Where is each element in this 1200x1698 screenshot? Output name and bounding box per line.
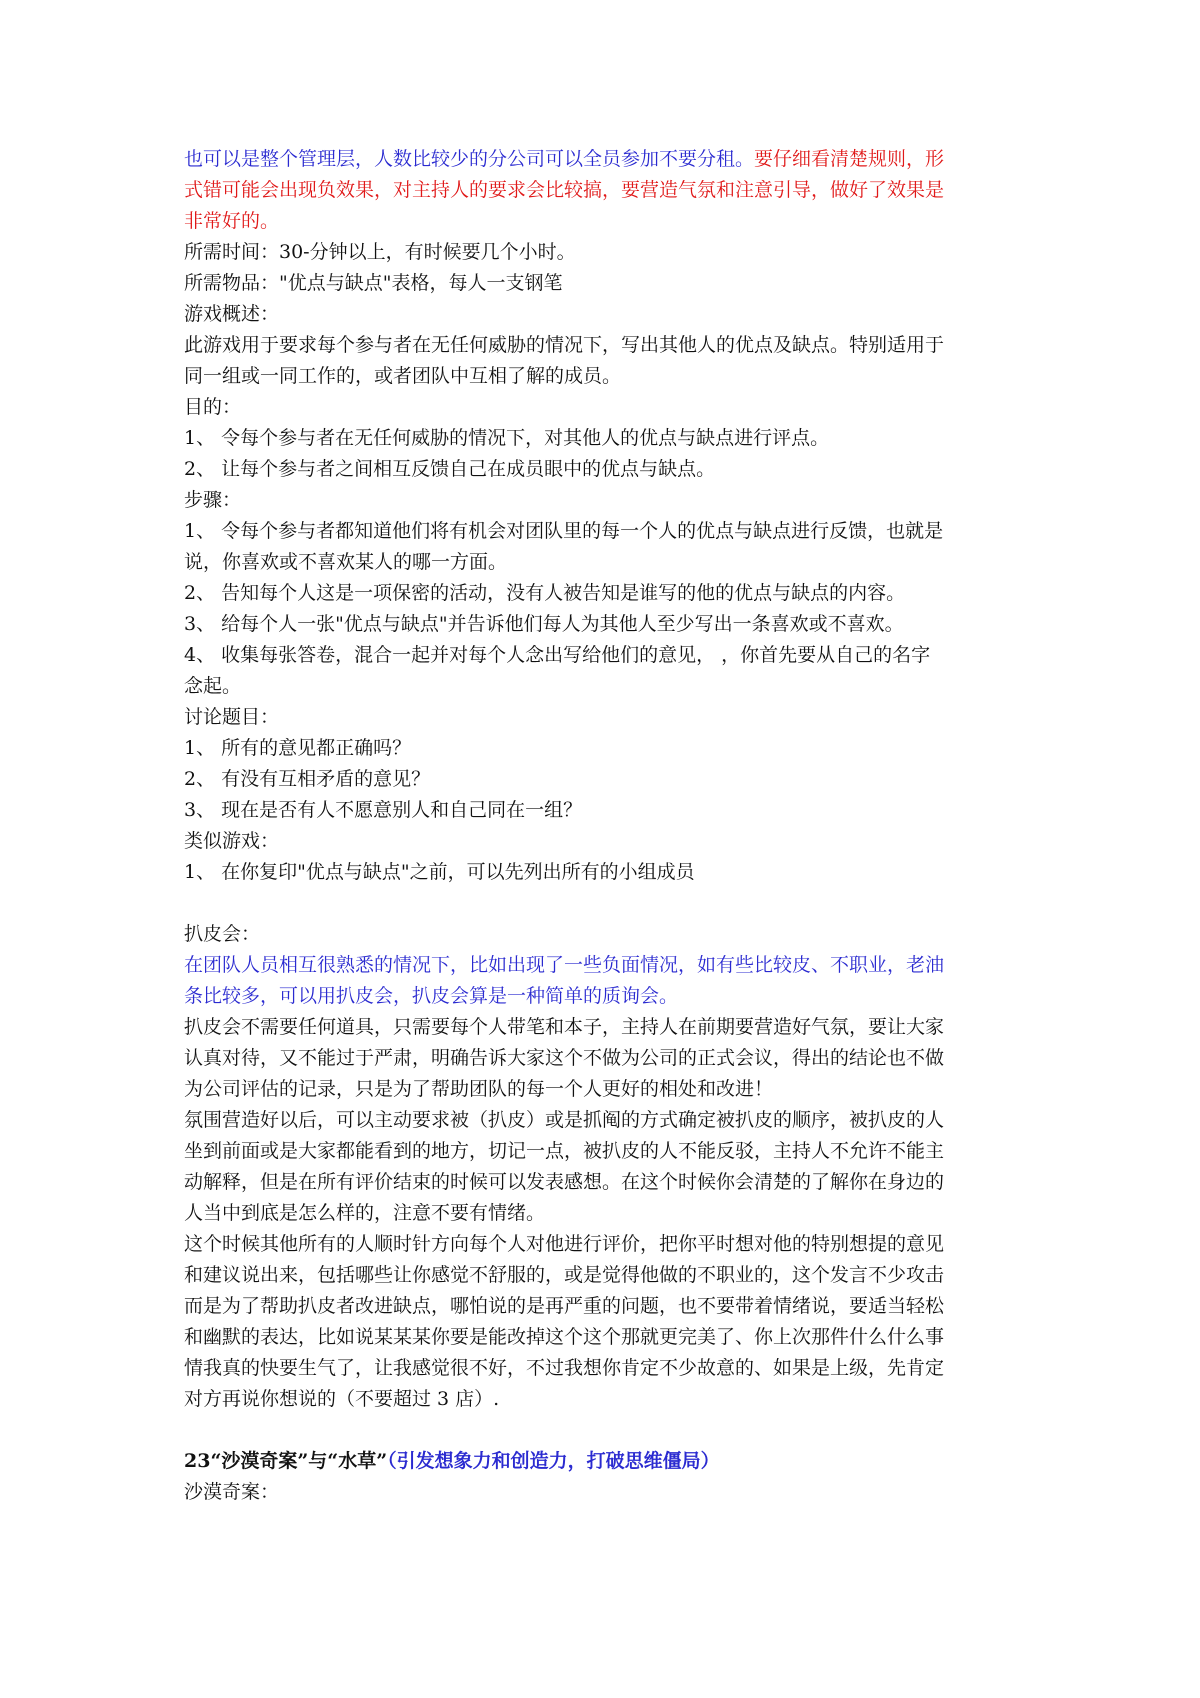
section-23-title [184,1446,1024,1477]
section-23-sub: 沙漠奇案： [184,1481,280,1503]
overview-heading: 游戏概述： [184,303,280,325]
intro-line-1 [184,144,1024,175]
bapi-p1-line: 认真对待，又不能过于严肃，明确告诉大家这个不做为公司的正式会议，得出的结论也不做 [184,1047,945,1069]
bapi-p3-line: 而是为了帮助扒皮者改进缺点，哪怕说的是再严重的问题，也不要带着情绪说，要适当轻松 [184,1295,945,1317]
discussion-item: 1、 所有的意见都正确吗？ [184,737,412,759]
section-23-title-subtitle: （引发想象力和创造力，打破思维僵局） [387,1450,720,1472]
bapi-p2-line: 坐到前面或是大家都能看到的地方，切记一点，被扒皮的人不能反驳，主持人不允许不能主 [184,1140,945,1162]
discussion-item: 2、 有没有互相矛盾的意见？ [184,768,431,790]
spacer [184,1415,1024,1446]
overview-line-1: 此游戏用于要求每个参与者在无任何威胁的情况下，写出其他人的优点及缺点。特别适用于 [184,334,945,356]
steps-item-4-line-2: 念起。 [184,675,242,697]
intro-red-text: 要仔细看清楚规则，形 [754,148,945,170]
steps-item-1-line-2: 说，你喜欢或不喜欢某人的哪一方面。 [184,551,508,573]
steps-heading: 步骤： [184,489,242,511]
bapi-blue-line-2: 条比较多，可以用扒皮会，扒皮会算是一种简单的质询会。 [184,985,679,1007]
similar-heading: 类似游戏： [184,830,280,852]
document-page [184,144,1024,1508]
steps-item-2: 2、 告知每个人这是一项保密的活动，没有人被告知是谁写的他的优点与缺点的内容。 [184,582,906,604]
discussion-item: 3、 现在是否有人不愿意别人和自己同在一组？ [184,799,583,821]
steps-item-4-line-1: 4、 收集每张答卷，混合一起并对每个人念出写给他们的意见， ，你首先要从自己的名字 [184,644,931,666]
discussion-heading: 讨论题目： [184,706,280,728]
bapi-p2-line: 动解释，但是在所有评价结束的时候可以发表感想。在这个时候你会清楚的了解你在身边的 [184,1171,945,1193]
bapi-p2-line: 氛围营造好以后，可以主动要求被（扒皮）或是抓阄的方式确定被扒皮的顺序，被扒皮的人 [184,1109,945,1131]
intro-line-2: 式错可能会出现负效果，对主持人的要求会比较搞，要营造气氛和注意引导，做好了效果是 [184,179,945,201]
bapi-p3-line: 这个时候其他所有的人顺时针方向每个人对他进行评价，把你平时想对他的特别想提的意见 [184,1233,945,1255]
time-needed: 所需时间：30-分钟以上，有时候要几个小时。 [184,241,576,263]
intro-blue-text: 也可以是整个管理层，人数比较少的分公司可以全员参加不要分租。 [184,148,755,170]
bapi-p3-line: 情我真的快要生气了，让我感觉很不好，不过我想你肯定不少故意的、如果是上级，先肯定 [184,1357,945,1379]
bapi-p1-line: 为公司评估的记录，只是为了帮助团队的每一个人更好的相处和改进！ [184,1078,774,1100]
bapi-p2-line: 人当中到底是怎么样的，注意不要有情绪。 [184,1202,546,1224]
bapi-p3-line: 和建议说出来，包括哪些让你感觉不舒服的，或是觉得他做的不职业的，这个发言不少攻击 [184,1264,945,1286]
intro-line-3: 非常好的。 [184,210,280,232]
bapi-heading: 扒皮会： [184,923,261,945]
steps-item-1-line-1: 1、 令每个参与者都知道他们将有机会对团队里的每一个人的优点与缺点进行反馈，也就是 [184,520,944,542]
bapi-p3-line: 和幽默的表达，比如说某某某你要是能改掉这个这个那就更完美了、你上次那件什么什么事 [184,1326,945,1348]
bapi-blue-line-1: 在团队人员相互很熟悉的情况下，比如出现了一些负面情况，如有些比较皮、不职业，老油 [184,954,945,976]
similar-item: 1、 在你复印"优点与缺点"之前，可以先列出所有的小组成员 [184,861,695,883]
purpose-heading: 目的： [184,396,242,418]
overview-line-2: 同一组或一同工作的，或者团队中互相了解的成员。 [184,365,622,387]
steps-item-3: 3、 给每个人一张"优点与缺点"并告诉他们每人为其他人至少写出一条喜欢或不喜欢。 [184,613,904,635]
spacer [184,888,1024,919]
purpose-item: 1、 令每个参与者在无任何威胁的情况下，对其他人的优点与缺点进行评点。 [184,427,830,449]
bapi-p1-line: 扒皮会不需要任何道具，只需要每个人带笔和本子，主持人在前期要营造好气氛，要让大家 [184,1016,945,1038]
section-23-title-main: 23“沙漠奇案”与“水草” [184,1450,388,1472]
purpose-item: 2、 让每个参与者之间相互反馈自己在成员眼中的优点与缺点。 [184,458,716,480]
materials: 所需物品："优点与缺点"表格，每人一支钢笔 [184,272,563,294]
bapi-p3-line: 对方再说你想说的（不要超过 3 店）. [184,1388,500,1410]
